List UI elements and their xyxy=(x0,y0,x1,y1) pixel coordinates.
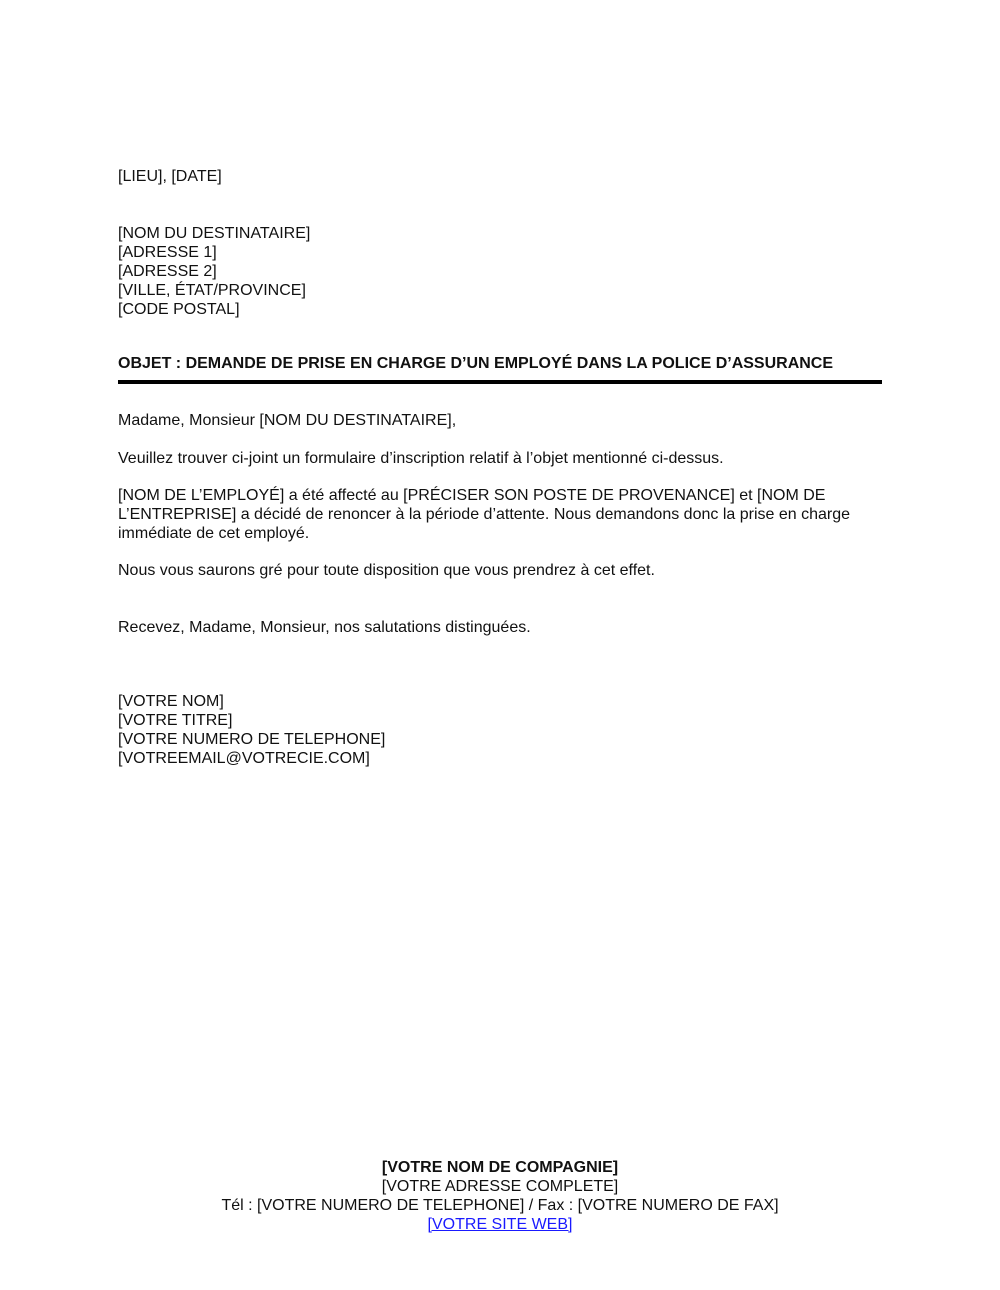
signature-email: [VOTREEMAIL@VOTRECIE.COM] xyxy=(118,750,370,767)
recipient-postal-code: [CODE POSTAL] xyxy=(118,301,240,318)
subject-divider xyxy=(118,380,882,384)
recipient-address-1: [ADRESSE 1] xyxy=(118,244,217,261)
signature-title: [VOTRE TITRE] xyxy=(118,712,233,729)
recipient-city-state: [VILLE, ÉTAT/PROVINCE] xyxy=(118,282,306,299)
paragraph-3: Nous vous saurons gré pour toute disposition que vous prendrez à cet effet. xyxy=(118,562,655,579)
paragraph-1: Veuillez trouver ci-joint un formulaire d’inscription relatif à l’objet mentionné ci-dessus. xyxy=(118,450,724,467)
paragraph-2: [NOM DE L’EMPLOYÉ] a été affecté au [PRÉCISER SON POSTE DE PROVENANCE] et [NOM DE L’ENTREPRISE] a décidé de renoncer à la période d’attente. Nous demandons donc la prise en charge immédiate de cet employé. xyxy=(118,487,850,542)
salutation: Madame, Monsieur [NOM DU DESTINATAIRE], xyxy=(118,412,457,429)
signature-block xyxy=(118,692,385,768)
place-date xyxy=(118,167,222,186)
footer-address: [VOTRE ADRESSE COMPLETE] xyxy=(381,1178,619,1195)
footer-company-name: [VOTRE NOM DE COMPAGNIE] xyxy=(381,1159,619,1176)
signature-phone: [VOTRE NUMERO DE TELEPHONE] xyxy=(118,731,386,748)
signature-name: [VOTRE NOM] xyxy=(118,693,224,710)
recipient-name: [NOM DU DESTINATAIRE] xyxy=(118,225,311,242)
footer-website-link[interactable]: [VOTRE SITE WEB] xyxy=(427,1216,573,1233)
letterhead-footer xyxy=(0,1158,1000,1234)
closing: Recevez, Madame, Monsieur, nos salutations distinguées. xyxy=(118,619,531,636)
place-date-text: [LIEU], [DATE] xyxy=(118,168,222,185)
footer-contact: Tél : [VOTRE NUMERO DE TELEPHONE] / Fax : [VOTRE NUMERO DE FAX] xyxy=(221,1197,779,1214)
recipient-address xyxy=(118,224,310,319)
recipient-address-2: [ADRESSE 2] xyxy=(118,263,217,280)
subject-line: OBJET : DEMANDE DE PRISE EN CHARGE D’UN EMPLOYÉ DANS LA POLICE D’ASSURANCE xyxy=(118,355,834,372)
